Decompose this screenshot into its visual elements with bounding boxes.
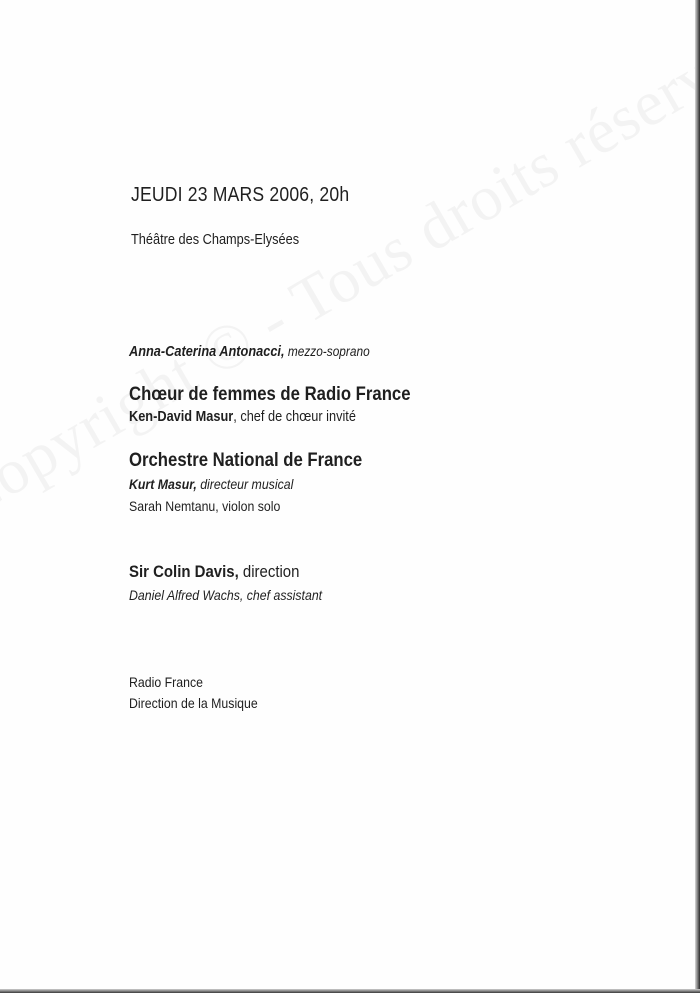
- soloist-line: [129, 344, 370, 360]
- choir-title: Chœur de femmes de Radio France: [129, 384, 411, 405]
- event-venue: Théâtre des Champs-Elysées: [131, 232, 300, 248]
- conductor-name: Sir Colin Davis,: [129, 562, 239, 581]
- scan-edge-bottom: [0, 989, 700, 993]
- choir-leader-name: Ken-David Masur: [129, 409, 234, 425]
- soloist-name: Anna-Caterina Antonacci,: [129, 344, 285, 360]
- event-date: JEUDI 23 MARS 2006, 20h: [131, 184, 350, 206]
- orchestra-title: Orchestre National de France: [129, 450, 363, 471]
- choir-leader-role: , chef de chœur invité: [233, 409, 356, 425]
- conductor-role: direction: [238, 562, 300, 581]
- orchestra-soloist-line: Sarah Nemtanu, violon solo: [129, 498, 281, 514]
- assistant-conductor-line: Daniel Alfred Wachs, chef assistant: [129, 587, 323, 603]
- organization-department: Direction de la Musique: [129, 695, 258, 711]
- soloist-role: mezzo-soprano: [284, 344, 370, 359]
- choir-leader-line: [129, 409, 356, 425]
- orchestra-director-role: directeur musical: [196, 476, 294, 492]
- scan-edge-right: [695, 0, 700, 993]
- orchestra-director-line: [129, 476, 293, 492]
- organization-name: Radio France: [129, 674, 203, 690]
- orchestra-director-name: Kurt Masur,: [129, 476, 197, 492]
- conductor-line: [129, 562, 299, 582]
